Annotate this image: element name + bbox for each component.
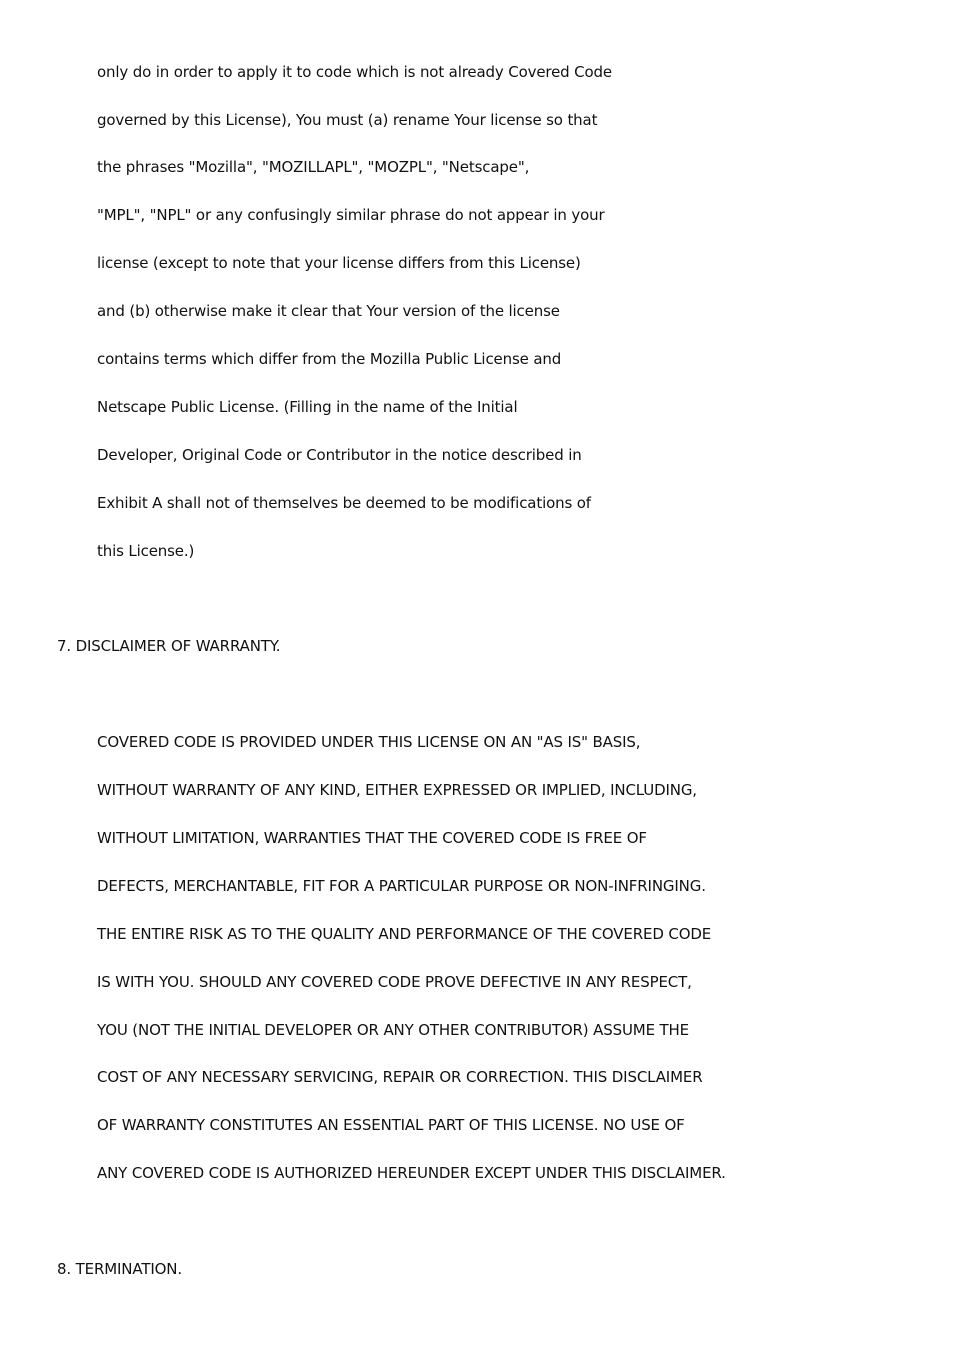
paragraph-line: Netscape Public License. (Filling in the name of the Initial <box>97 398 518 416</box>
paragraph-line: Developer, Original Code or Contributor in the notice described in <box>97 446 582 464</box>
paragraph-line: the phrases "Mozilla", "MOZILLAPL", "MOZPL", "Netscape", <box>97 158 530 176</box>
paragraph-line: and (b) otherwise make it clear that Your version of the license <box>97 302 560 320</box>
paragraph-line: WITHOUT WARRANTY OF ANY KIND, EITHER EXPRESSED OR IMPLIED, INCLUDING, <box>97 781 697 799</box>
paragraph-line: YOU (NOT THE INITIAL DEVELOPER OR ANY OTHER CONTRIBUTOR) ASSUME THE <box>97 1021 690 1039</box>
paragraph-line: IS WITH YOU. SHOULD ANY COVERED CODE PROVE DEFECTIVE IN ANY RESPECT, <box>97 973 692 991</box>
paragraph-line: license (except to note that your license differs from this License) <box>97 254 581 272</box>
paragraph-line: Exhibit A shall not of themselves be deemed to be modifications of <box>97 494 591 512</box>
paragraph-line: governed by this License), You must (a) rename Your license so that <box>97 111 598 129</box>
paragraph-line: WITHOUT LIMITATION, WARRANTIES THAT THE COVERED CODE IS FREE OF <box>97 829 647 847</box>
paragraph-line: ANY COVERED CODE IS AUTHORIZED HEREUNDER EXCEPT UNDER THIS DISCLAIMER. <box>97 1164 726 1182</box>
paragraph-line: DEFECTS, MERCHANTABLE, FIT FOR A PARTICULAR PURPOSE OR NON-INFRINGING. <box>97 877 706 895</box>
paragraph-line: COVERED CODE IS PROVIDED UNDER THIS LICENSE ON AN "AS IS" BASIS, <box>97 733 641 751</box>
section-8-heading: 8. TERMINATION. <box>57 1260 182 1278</box>
paragraph-line: this License.) <box>97 542 195 560</box>
paragraph-line: COST OF ANY NECESSARY SERVICING, REPAIR OR CORRECTION. THIS DISCLAIMER <box>97 1068 703 1086</box>
section-7-heading: 7. DISCLAIMER OF WARRANTY. <box>57 637 281 655</box>
paragraph-line: contains terms which differ from the Mozilla Public License and <box>97 350 562 368</box>
paragraph-line: THE ENTIRE RISK AS TO THE QUALITY AND PERFORMANCE OF THE COVERED CODE <box>97 925 712 943</box>
paragraph-line: OF WARRANTY CONSTITUTES AN ESSENTIAL PART OF THIS LICENSE. NO USE OF <box>97 1116 685 1134</box>
paragraph-line: "MPL", "NPL" or any confusingly similar phrase do not appear in your <box>97 206 605 224</box>
paragraph-line: only do in order to apply it to code which is not already Covered Code <box>97 63 612 81</box>
